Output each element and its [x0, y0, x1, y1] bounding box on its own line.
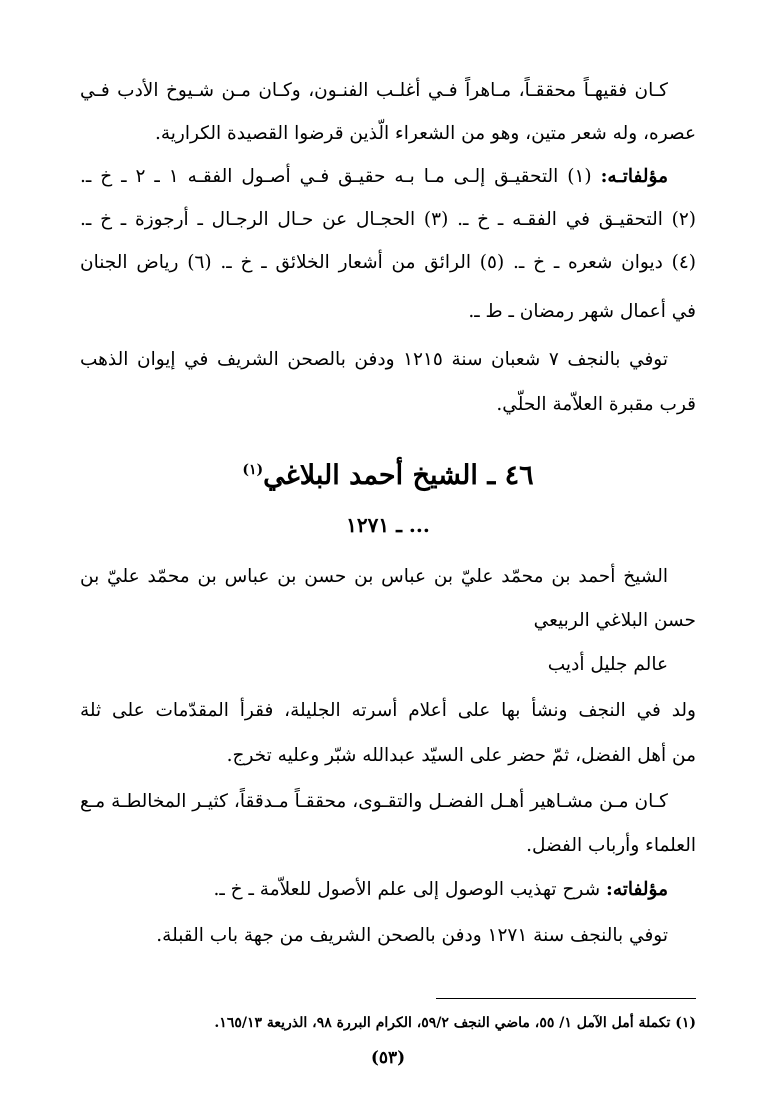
- prev-entry-works-line-3: (٤) ديوان شعره ـ خ ـ. (٥) الرائق من أشعار الخلائق ـ خ ـ. (٦) رياض الجنان: [80, 252, 697, 273]
- entry-description: عالم جليل أديب: [547, 654, 668, 675]
- prev-entry-death-line-2: قرب مقبرة العلاّمة الحلّي.: [496, 394, 696, 415]
- entry-works-text: شرح تهذيب الوصول إلى علم الأصول للعلاّمة ـ خ ـ.: [213, 879, 601, 900]
- book-page: [80, 0, 696, 1105]
- bio-line-3: كـان مـن مشـاهير أهـل الفضـل والتقـوى، محققـاً مـدققاً، كثيـر المخالطـة مـع: [80, 791, 668, 812]
- bio-line-2: من أهل الفضل، ثمّ حضر على السيّد عبدالله شبّر وعليه تخرج.: [226, 745, 696, 766]
- footnote: (١) تكملة أمل الآمل ١/ ٥٥، ماضي النجف ٥٩/٢، الكرام البررة ٩٨، الذريعة ١٦٥/١٣.: [214, 1015, 696, 1031]
- prev-entry-works-line-4: في أعمال شهر رمضان ـ ط ـ.: [468, 301, 696, 322]
- prev-works-label: مؤلفاتـه:: [600, 166, 668, 187]
- entry-works-line: [80, 875, 696, 905]
- lineage-line-1: الشيخ أحمد بن محمّد عليّ بن عباس بن حسن بن عباس بن محمّد عليّ بن: [80, 566, 668, 587]
- entry-works-label: مؤلفاته:: [606, 879, 668, 900]
- bio-line-4: العلماء وأرباب الفضل.: [526, 835, 696, 856]
- footnote-rule: [436, 998, 696, 999]
- lineage-line-2: حسن البلاغي الربيعي: [533, 610, 696, 631]
- footnote-ref: (١): [242, 462, 264, 478]
- entry-heading: [80, 450, 696, 496]
- prev-entry-works-line-1: [80, 162, 696, 192]
- entry-years: ... ـ ١٢٧١: [346, 513, 430, 537]
- prev-entry-works-line-2: (٢) التحقيـق في الفقـه ـ خ ـ. (٣) الحجـال عن حـال الرجـال ـ أرجوزة ـ خ ـ.: [80, 209, 696, 230]
- page-number: (٥٣): [370, 1048, 406, 1068]
- prev-entry-death-line-1: توفي بالنجف ٧ شعبان سنة ١٢١٥ ودفن بالصحن الشريف في إيوان الذهب: [80, 349, 669, 370]
- prev-entry-line-1: كـان فقيهـاً محققـاً، مـاهراً فـي أغلـب الفنـون، وكـان مـن شـيوخ الأدب فـي: [80, 80, 668, 101]
- entry-death: توفي بالنجف سنة ١٢٧١ ودفن بالصحن الشريف من جهة باب القبلة.: [156, 925, 668, 946]
- prev-entry-line-2: عصره، وله شعر متين، وهو من الشعراء الّذين قرضوا القصيدة الكرارية.: [154, 123, 696, 144]
- prev-works-first: (١) التحقيـق إلـى مـا بـه حقيـق فـي أصـول الفقـه ١ ـ ٢ ـ خ ـ.: [80, 166, 592, 187]
- entry-heading-text: ٤٦ ـ الشيخ أحمد البلاغي: [263, 460, 534, 491]
- bio-line-1: ولد في النجف ونشأ بها على أعلام أسرته الجليلة، فقرأ المقدّمات على ثلة: [80, 700, 696, 721]
